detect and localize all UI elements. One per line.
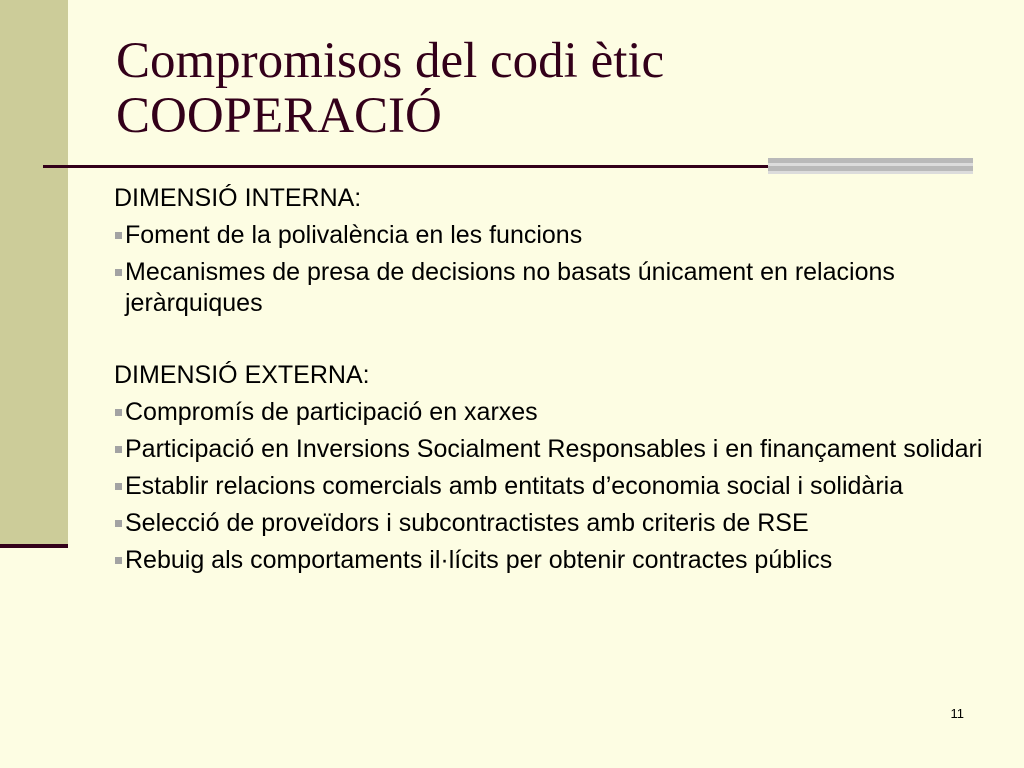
list-item	[114, 434, 994, 465]
external-dimension-heading: DIMENSIÓ EXTERNA:	[114, 361, 370, 389]
list-item-text: Foment de la polivalència en les funcions	[125, 221, 583, 249]
internal-dimension-heading: DIMENSIÓ INTERNA:	[114, 184, 362, 212]
slide-title-line-1: Compromisos del codi ètic	[116, 33, 665, 89]
slide-title-line-2: COOPERACIÓ	[116, 88, 442, 144]
slide-title	[116, 34, 996, 144]
page-number: 11	[950, 706, 964, 721]
square-bullet-icon	[115, 409, 122, 416]
title-divider	[43, 165, 770, 168]
square-bullet-icon	[115, 557, 122, 564]
square-bullet-icon	[115, 269, 122, 276]
list-item	[114, 220, 994, 251]
list-item-text: Mecanismes de presa de decisions no basats únicament en relacions jeràrquiques	[125, 258, 895, 317]
list-item	[114, 257, 994, 319]
list-item	[114, 471, 994, 502]
list-item-text: Selecció de proveïdors i subcontractistes amb criteris de RSE	[125, 509, 809, 537]
list-item	[114, 508, 994, 539]
list-item	[114, 545, 994, 576]
square-bullet-icon	[115, 446, 122, 453]
list-item-text: Establir relacions comercials amb entitats d’economia social i solidària	[125, 472, 904, 500]
side-bar-decoration	[0, 0, 68, 546]
list-item-text: Participació en Inversions Socialment Responsables i en finançament solidari	[125, 435, 983, 463]
square-bullet-icon	[115, 483, 122, 490]
list-item	[114, 397, 994, 428]
side-bar-underline	[0, 544, 68, 548]
square-bullet-icon	[115, 232, 122, 239]
list-item-text: Rebuig als comportaments il·lícits per obtenir contractes públics	[125, 546, 833, 574]
slide-body	[114, 182, 994, 582]
list-item-text: Compromís de participació en xarxes	[125, 398, 538, 426]
title-divider-accent	[768, 158, 973, 174]
square-bullet-icon	[115, 520, 122, 527]
